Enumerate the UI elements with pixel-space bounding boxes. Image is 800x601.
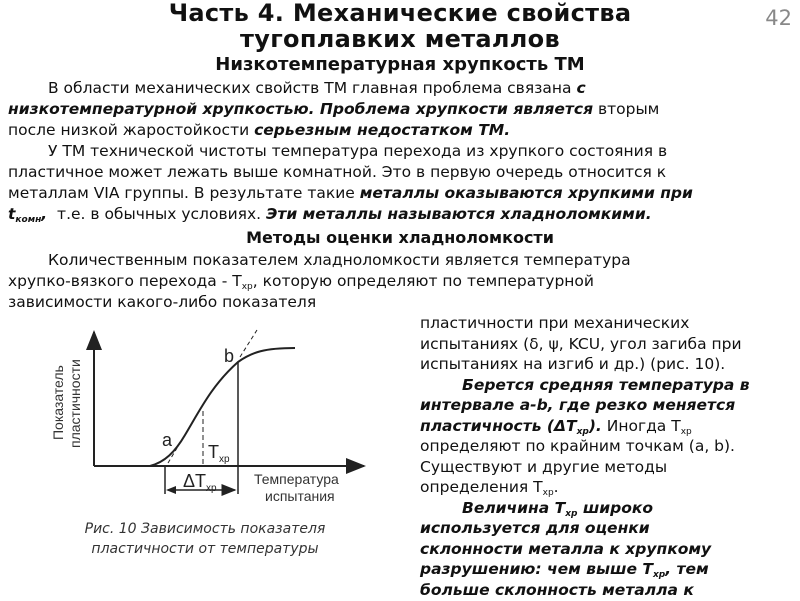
text-segment: пластичное может лежать выше комнатной. Это в первую очередь относится к: [8, 163, 667, 181]
text-segment: комн: [15, 215, 42, 225]
text-segment: ,: [41, 205, 48, 223]
figure-caption: [40, 519, 370, 559]
text-segment: металлы оказываются хрупкими при: [359, 184, 693, 202]
text-segment: В области механических свойств ТМ главная проблема связана: [48, 79, 577, 97]
delta-txp-label: $\Delta T_{xp}$: [183, 471, 217, 494]
text-segment: пластичности при механических: [420, 314, 690, 332]
page-number: 42: [765, 6, 792, 30]
title-line-1: Часть 4. Механические свойства: [168, 0, 632, 27]
x-axis-label-1: Температура: [254, 471, 339, 487]
text-line: [420, 457, 667, 478]
text-segment: т.е. в обычных условиях.: [47, 205, 267, 223]
caption-line-2: пластичности от температуры: [91, 541, 319, 557]
text-segment: после низкой жаростойкости: [8, 121, 255, 139]
text-segment: серьезным недостатком ТМ.: [254, 121, 511, 139]
text-line: [8, 99, 659, 120]
text-segment: хрупко-вязкого перехода - Т: [8, 272, 242, 290]
text-line: [8, 183, 693, 204]
y-axis-label-2: пластичности: [67, 359, 83, 448]
y-axis-label-1: Показатель: [50, 365, 66, 440]
text-segment: Существуют и другие методы: [420, 457, 668, 476]
text-line: [48, 141, 667, 162]
subtitle: Низкотемпературная хрупкость ТМ: [215, 54, 585, 75]
text-segment: с: [576, 79, 586, 97]
text-segment: определения Т: [420, 478, 543, 496]
text-line: [462, 498, 653, 519]
text-segment: больше склонность металла к: [420, 580, 694, 599]
point-a-label: a: [162, 430, 173, 450]
text-line: [8, 292, 316, 313]
title-line-2: тугоплавких металлов: [240, 25, 560, 53]
text-segment: склонности металла к хрупкому: [420, 539, 712, 558]
point-b-label: b: [224, 346, 235, 366]
section-heading: Методы оценки хладноломкости: [246, 228, 554, 247]
text-segment: t: [8, 205, 16, 223]
text-line: [48, 78, 586, 99]
text-line: [8, 204, 652, 225]
text-segment: разрушению: чем выше T: [420, 560, 653, 578]
text-segment: , которую определяют по температурной: [252, 272, 594, 290]
text-segment: интервале a-b, где резко меняется: [420, 396, 736, 414]
delta-txp-arrowhead-left: [166, 486, 176, 494]
text-segment: зависимости какого-либо показателя: [8, 293, 317, 311]
text-line: [8, 120, 510, 141]
text-segment: Количественным показателем хладноломкости является температура: [48, 251, 631, 269]
text-segment: хр: [542, 488, 554, 498]
text-segment: Берется средняя температура в: [462, 375, 750, 394]
text-line: [8, 162, 666, 183]
text-segment: , тем: [665, 560, 709, 578]
text-segment: Эти металлы называются хладноломкими.: [266, 205, 652, 223]
text-segment: широко: [577, 498, 654, 517]
text-segment: хр: [680, 426, 692, 437]
text-line: [420, 539, 711, 560]
text-line: [420, 559, 709, 580]
text-segment: металлам VIA группы. В результате такие: [8, 184, 360, 202]
figure-ductility-vs-temperature: [0, 316, 410, 520]
text-line: [420, 313, 689, 334]
text-line: [420, 416, 692, 437]
text-segment: У ТМ технической чистоты температура перехода из хрупкого состояния в: [48, 142, 668, 160]
text-line: [420, 354, 725, 375]
text-line: [420, 334, 742, 355]
text-segment: хр: [652, 570, 666, 580]
text-line: [420, 518, 650, 539]
text-segment: испытаниях на изгиб и др.) (рис. 10).: [420, 355, 726, 373]
text-segment: пластичность (ΔT: [420, 416, 577, 435]
text-segment: Иногда Т: [601, 416, 681, 435]
text-segment: хр: [241, 282, 253, 292]
text-line: [8, 271, 594, 292]
text-segment: вторым: [593, 100, 660, 118]
text-line: [420, 580, 694, 601]
text-line: [48, 250, 631, 271]
text-segment: ).: [588, 416, 602, 435]
text-segment: определяют по крайним точкам (a, b).: [420, 437, 735, 455]
text-line: [420, 395, 735, 416]
text-segment: низкотемпературной хрупкостью. Проблема хрупкости является: [8, 100, 594, 118]
text-segment: Величина T: [462, 498, 566, 517]
txp-label: $T_{xp}$: [208, 442, 230, 465]
text-segment: хр: [576, 426, 589, 437]
text-segment: используется для оценки: [420, 519, 650, 537]
x-axis-label-2: испытания: [265, 488, 335, 504]
text-line: [462, 375, 750, 396]
caption-line-1: Рис. 10 Зависимость показателя: [84, 521, 326, 537]
text-segment: .: [553, 478, 559, 496]
text-segment: хр: [565, 508, 578, 519]
text-line: [420, 477, 559, 498]
text-line: [420, 436, 735, 457]
text-segment: испытаниях (δ, ψ, KCU, угол загиба при: [420, 334, 742, 353]
